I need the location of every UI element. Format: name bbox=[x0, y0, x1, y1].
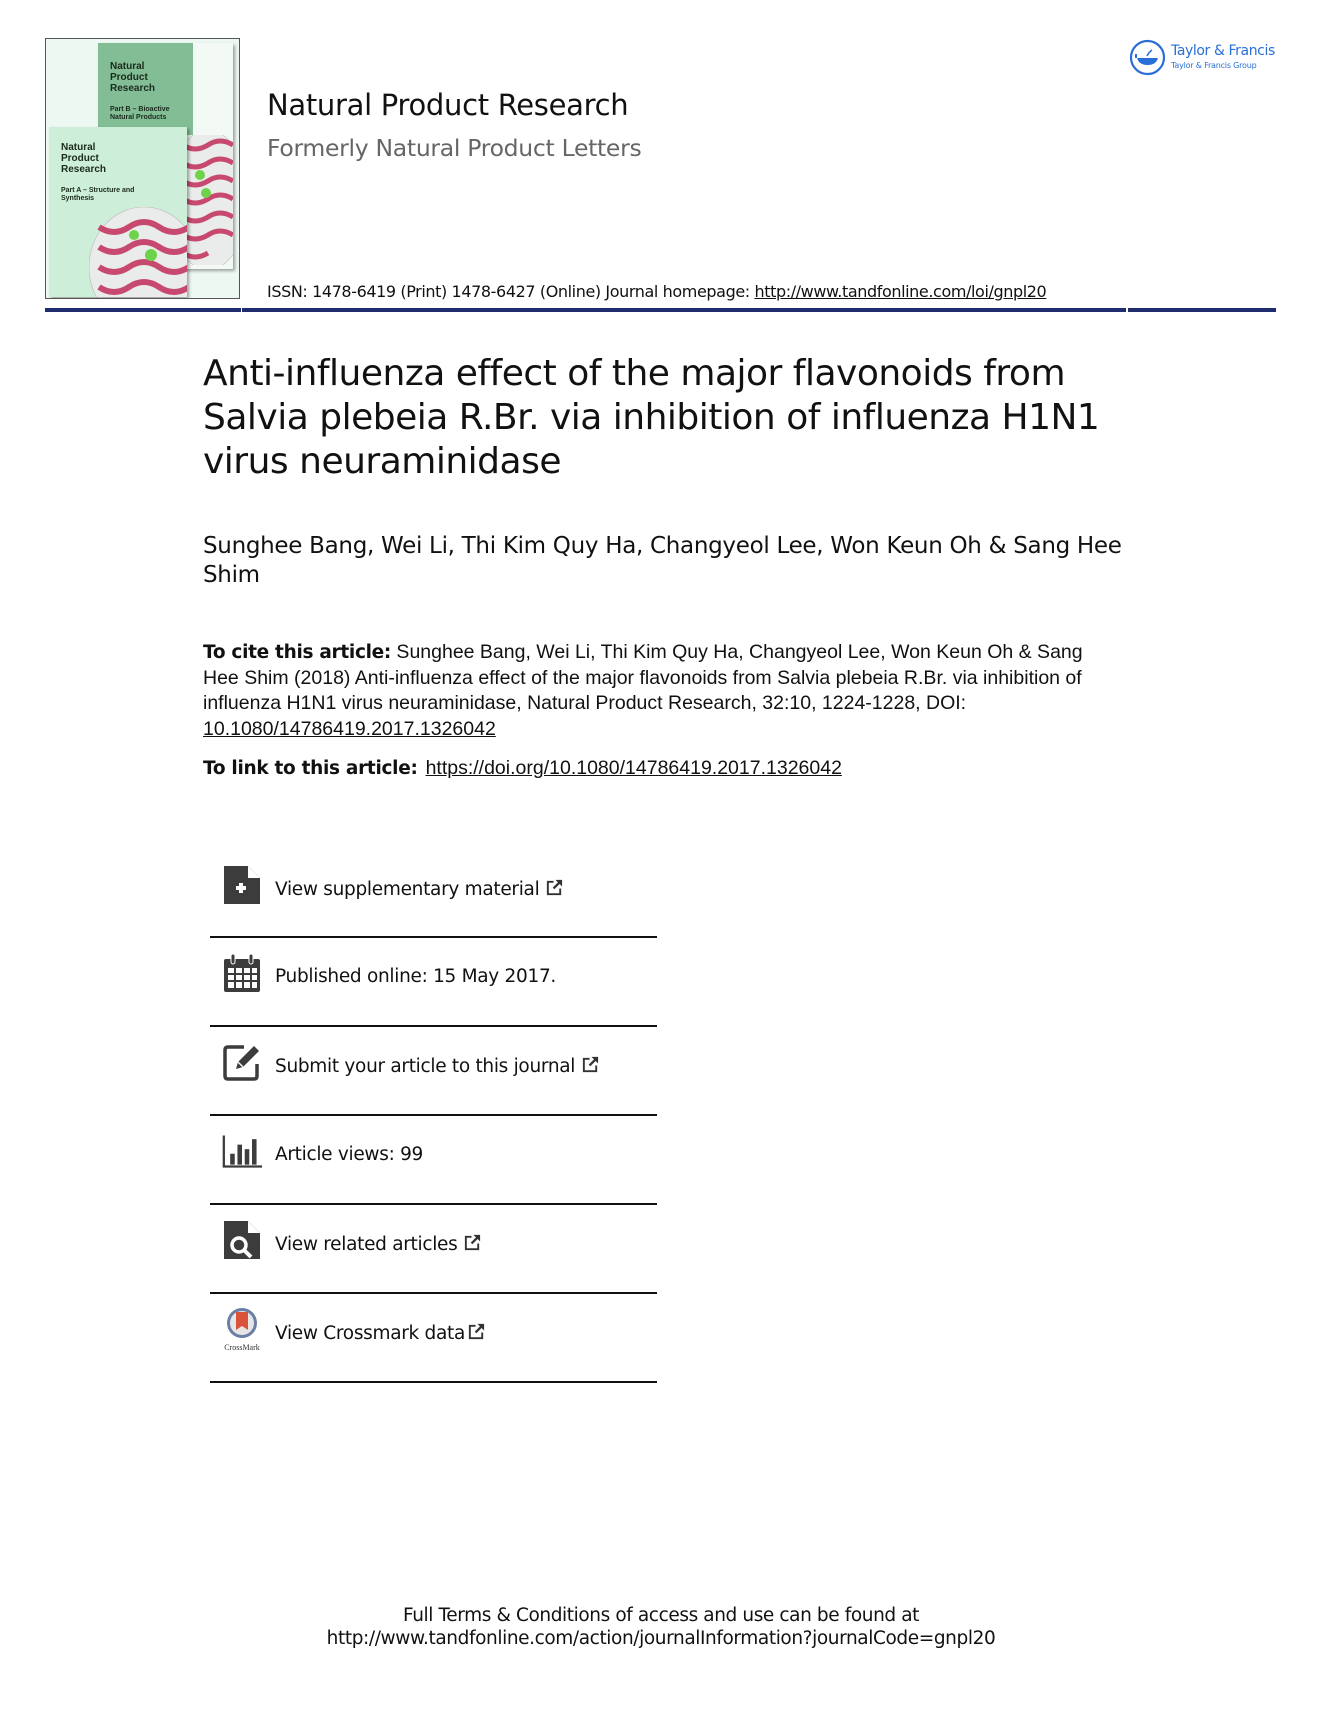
publisher-group: Taylor & Francis Group bbox=[1171, 61, 1257, 70]
action-label: View related articles bbox=[275, 1233, 482, 1255]
link-label: To link to this article: bbox=[203, 758, 418, 779]
calendar-icon bbox=[222, 952, 262, 994]
footer-line-1: Full Terms & Conditions of access and use can be found at bbox=[402, 1605, 920, 1626]
header-rule-left bbox=[45, 308, 241, 312]
issn-text: ISSN: 1478-6419 (Print) 1478-6427 (Online) Journal homepage: bbox=[267, 282, 755, 301]
action-label: View supplementary material bbox=[275, 878, 564, 900]
action-crossmark[interactable] bbox=[210, 1294, 657, 1383]
action-submit-article[interactable] bbox=[210, 1027, 657, 1116]
external-link-icon bbox=[463, 1233, 482, 1252]
action-view-supplementary[interactable] bbox=[210, 850, 657, 938]
journal-homepage-link[interactable]: http://www.tandfonline.com/loi/gnpl20 bbox=[754, 282, 1047, 301]
action-view-related[interactable] bbox=[210, 1205, 657, 1294]
journal-subtitle: Formerly Natural Product Letters bbox=[267, 134, 642, 162]
cite-label: To cite this article: bbox=[203, 642, 392, 663]
footer-terms-url[interactable]: http://www.tandfonline.com/action/journalInformation?journalCode=gnpl20 bbox=[326, 1628, 996, 1649]
cover-front-subtitle: Part A – Structure and Synthesis bbox=[61, 187, 135, 202]
file-plus-icon bbox=[222, 864, 262, 906]
article-authors: Sunghee Bang, Wei Li, Thi Kim Quy Ha, Changyeol Lee, Won Keun Oh & Sang Hee Shim bbox=[203, 533, 1122, 588]
cover-back-title: Natural Product Research bbox=[110, 61, 156, 94]
action-label: Submit your article to this journal bbox=[275, 1055, 600, 1077]
action-published-online bbox=[210, 938, 657, 1027]
external-link-icon bbox=[467, 1322, 486, 1341]
cover-part-a bbox=[49, 127, 187, 297]
header-rule-right bbox=[1128, 308, 1276, 312]
article-title: Anti-influenza effect of the major flavonoids from Salvia plebeia R.Br. via inhibition of influenza H1N1 virus neuraminidase bbox=[203, 353, 1100, 482]
publisher-name: Taylor & Francis bbox=[1171, 43, 1275, 59]
cover-front-title: Natural Product Research bbox=[61, 142, 107, 175]
terms-footer bbox=[0, 1604, 1322, 1650]
edit-icon bbox=[222, 1041, 262, 1083]
lamp-logo-icon bbox=[1129, 39, 1166, 76]
action-label: View Crossmark data bbox=[275, 1322, 486, 1344]
action-article-views bbox=[210, 1116, 657, 1205]
journal-title: Natural Product Research bbox=[267, 88, 629, 122]
taylor-francis-logo[interactable] bbox=[1129, 39, 1289, 79]
article-doi-url[interactable]: https://doi.org/10.1080/14786419.2017.1326042 bbox=[425, 757, 842, 779]
file-search-icon bbox=[222, 1219, 262, 1261]
doi-link[interactable]: 10.1080/14786419.2017.1326042 bbox=[203, 717, 496, 740]
issn-line bbox=[267, 282, 1046, 301]
citation-block bbox=[203, 640, 1103, 742]
article-link-line bbox=[203, 757, 842, 780]
article-actions-list bbox=[210, 850, 657, 1383]
journal-cover-image bbox=[45, 38, 240, 299]
helix-illustration bbox=[89, 207, 187, 297]
external-link-icon bbox=[545, 878, 564, 897]
cite-text: Sunghee Bang, Wei Li, Thi Kim Quy Ha, Changyeol Lee, Won Keun Oh & Sang Hee Shim (2018) Anti-influenza effect of the major flavonoids from Salvia plebeia R.Br. via inhibition of influenza H1N1 virus neuraminidase, Natural Product Research, 32:10, 1224-1228, DOI: bbox=[203, 641, 1083, 714]
bar-chart-icon bbox=[222, 1130, 262, 1172]
crossmark-icon bbox=[220, 1306, 264, 1352]
action-label: Article views: 99 bbox=[275, 1144, 424, 1165]
svg-text:CrossMark: CrossMark bbox=[224, 1343, 260, 1352]
cover-back-subtitle: Part B – Bioactive Natural Products bbox=[110, 106, 170, 121]
action-label: Published online: 15 May 2017. bbox=[275, 966, 557, 987]
header-rule-main bbox=[242, 308, 1126, 312]
external-link-icon bbox=[581, 1055, 600, 1074]
